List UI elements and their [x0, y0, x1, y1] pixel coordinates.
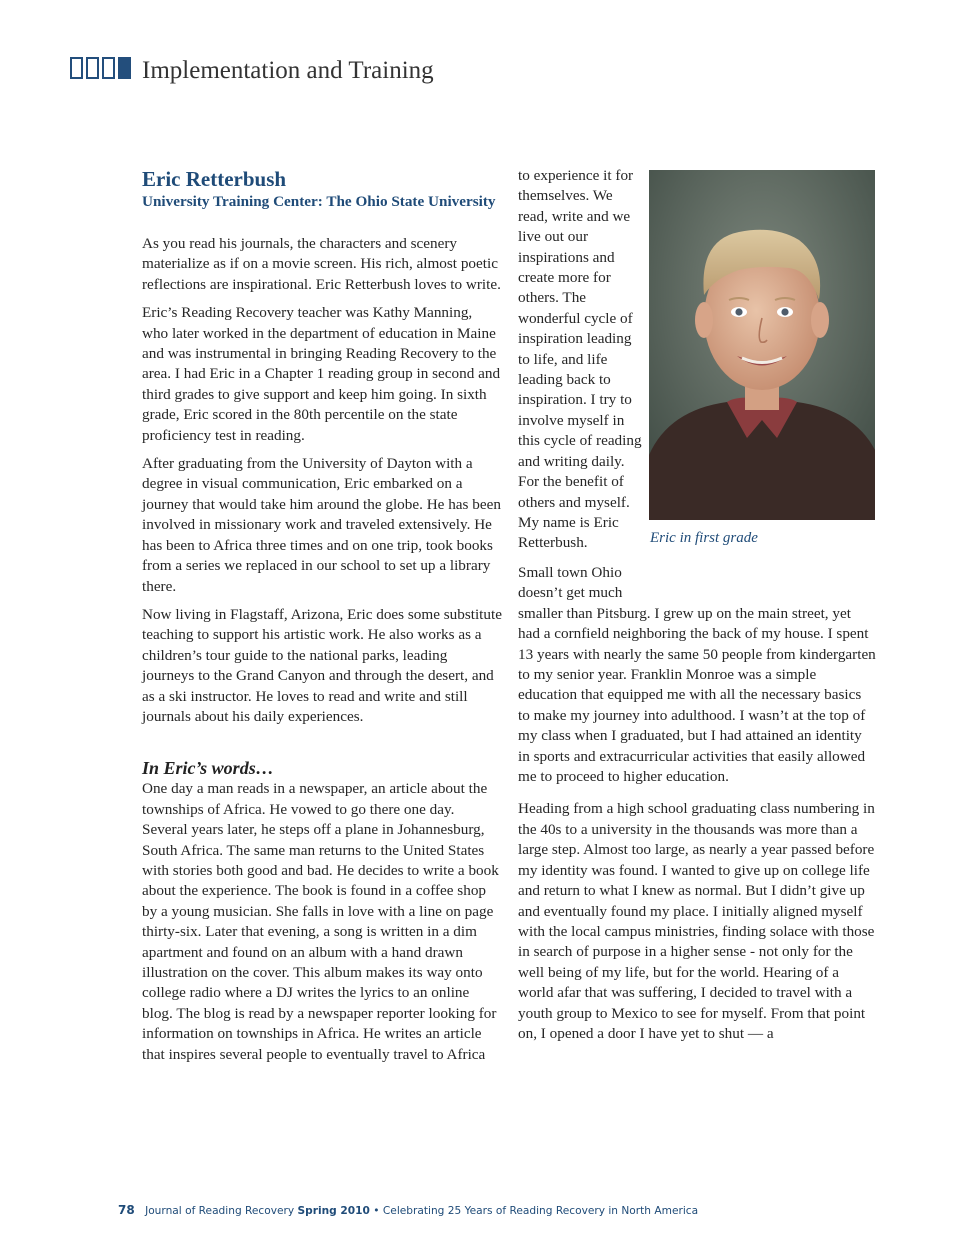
issue-season: Spring 2010	[297, 1205, 370, 1217]
paragraph: As you read his journals, the characters and scenery materialize as if on a movie screen. His rich, almost poetic reflections are inspirational. Eric Retterbush loves to write.	[142, 235, 501, 293]
section-title: Implementation and Training	[142, 57, 434, 84]
page-footer	[118, 1201, 698, 1220]
footer-separator: •	[373, 1205, 380, 1217]
paragraph: to experience it for themselves. We read, write and we live out our inspirations and create more for others. The wonderful cycle of inspiration leading to life, and life leading back to inspiration. I try to involve myself in this cycle of reading and writing daily. For the benefit of others and myself.	[518, 167, 642, 511]
author-name: Eric Retterbush	[142, 167, 287, 191]
paragraph: After graduating from the University of Dayton with a degree in visual communication, Eric embarked on a journey that would take him around the globe. He has been involved in missionary work and traveled extensively. He has been to Africa three times and on one trip, took books from a series we replaced in our school to set up a library there.	[142, 455, 501, 595]
right-column	[518, 563, 876, 1044]
header-box-icon	[86, 57, 99, 79]
page-number: 78	[118, 1203, 135, 1217]
header-box-filled-icon	[118, 57, 131, 79]
left-column	[142, 166, 502, 1065]
header-box-icon	[102, 57, 115, 79]
paragraph: One day a man reads in a newspaper, an article about the townships of Africa. He vowed to go there one day. Several years later, he steps off a plane in Johannesburg, South Africa. The same man returns to the United States with stories both good and bad. He decides to write a book about the experience. The book is found in a coffee shop by a young musician. She falls in love with a line on page thirty-six. Later that evening, a song is written in a dim apartment and found on an album with a hand drawn illustration on the cover. This album makes its way onto college radio where a DJ writes the lyrics to an online blog. The blog is read by a newspaper reporter looking for information on townships in Africa. He writes an article that inspires several people to eventually travel to Africa	[142, 780, 499, 1063]
essay-text	[142, 779, 502, 1065]
paragraph-lead: Small town Ohio doesn’t get much	[518, 564, 623, 602]
narrow-column	[518, 166, 646, 554]
header-box-icon	[70, 57, 83, 79]
photo-caption: Eric in first grade	[650, 530, 758, 546]
intro-text	[142, 234, 502, 727]
paragraph: Now living in Flagstaff, Arizona, Eric does some substitute teaching to support his artistic work. He also works as a children’s tour guide to the national parks, leading journeys to the Grand Canyon and through the desert, and as a ski instructor. He loves to read and write and still journals about his daily experiences.	[142, 605, 502, 725]
author-affiliation: University Training Center: The Ohio State University	[142, 193, 496, 210]
paragraph: smaller than Pitsburg. I grew up on the main street, yet had a cornfield neighboring the back of my house. I spent 13 years with nearly the same 50 people from kindergarten to my senior year. Franklin Monroe was a simple education that equipped me with all the necessary basics to make my journey into adulthood. I wasn’t at the top of my class when I graduated, but I had attained an identity in sports and extracurricular activities that easily allowed me to proceed to higher education.	[518, 604, 876, 786]
portrait-photo	[649, 170, 875, 520]
signature-line: My name is Eric Retterbush.	[518, 513, 619, 552]
subheading: In Eric’s words…	[142, 758, 274, 779]
footer-tagline: Celebrating 25 Years of Reading Recovery in North America	[382, 1205, 699, 1217]
paragraph: Eric’s Reading Recovery teacher was Kathy Manning, who later worked in the department of education in Maine and was instrumental in bringing Reading Recovery to the area. I had Eric in a Chapter 1 reading group in second and third grades to give support and keep him going. In sixth grade, Eric scored in the 80th percentile on the state proficiency test in reading.	[142, 304, 501, 444]
paragraph: Heading from a high school graduating class numbering in the 40s to a university in the thousands was more than a large step. Almost too large, as nearly a year passed before my identity was found. I wanted to give up on college life and return to what I knew as normal. But I didn’t give up and eventually found my place. I initially aligned myself with the local campus ministries, finding solace with those in search of purpose in a higher sense - not only for the well being of my life, but for the world. Hearing of a world afar that was suffering, I decided to travel with a youth group to Mexico to see for myself. From that point on, I opened a door I have yet to shut — a	[518, 800, 875, 1042]
journal-name: Journal of Reading Recovery	[145, 1205, 295, 1217]
